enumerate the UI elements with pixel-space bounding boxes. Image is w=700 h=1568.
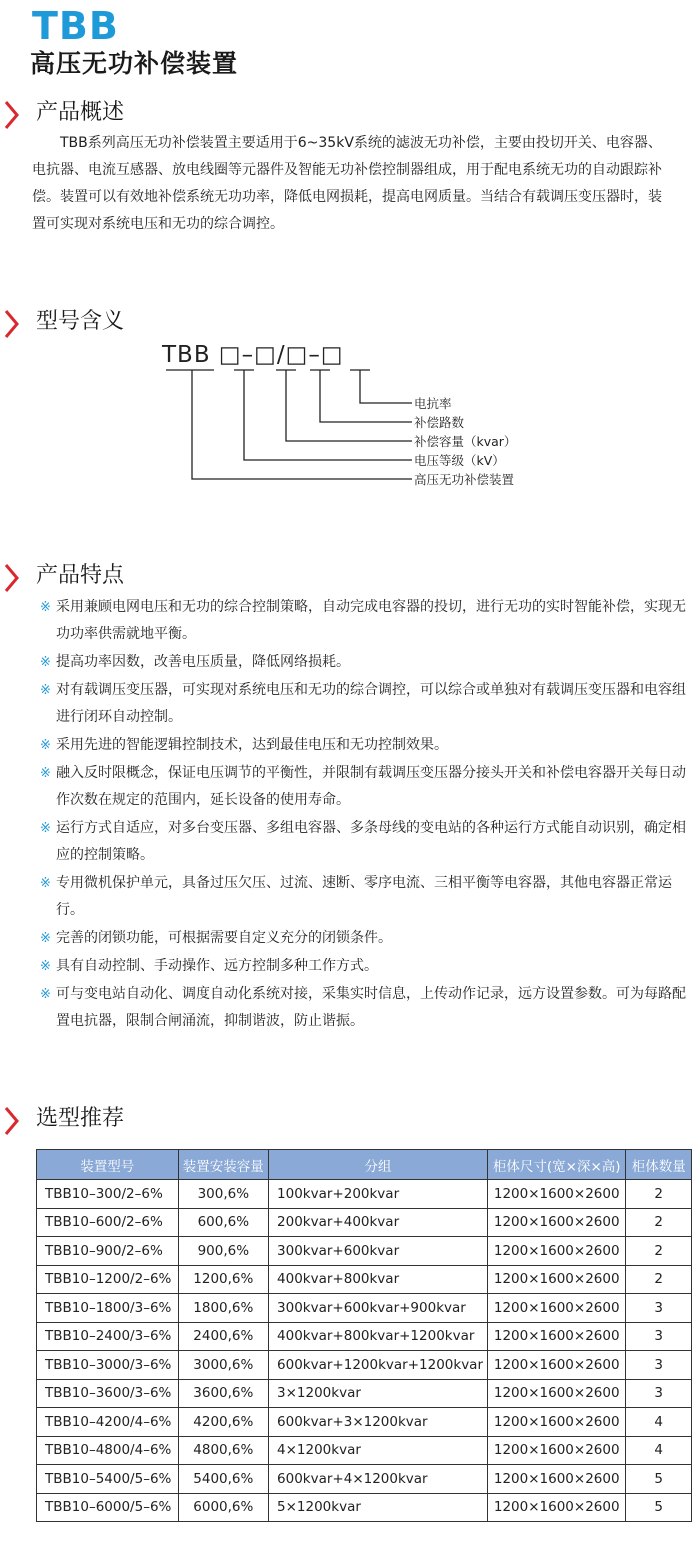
table-row xyxy=(37,1436,692,1465)
column-header: 分组 xyxy=(269,1150,488,1180)
model-cell: TBB10–4200/4–6% xyxy=(37,1408,179,1437)
capacity-cell: 2400,6% xyxy=(178,1322,268,1351)
list-item: ※ 可与变电站自动化、调度自动化系统对接，采集实时信息，上传动作记录，远方设置参数。可为每路配置电抗器，限制合闸涌流，抑制谐波，防止谐振。 xyxy=(40,981,695,1035)
reference-mark-icon: ※ xyxy=(40,738,51,753)
grouping-cell: 4×1200kvar xyxy=(269,1436,488,1465)
table-row xyxy=(37,1493,692,1522)
size-cell: 1200×1600×2600 xyxy=(488,1493,626,1522)
model-cell: TBB10–600/2–6% xyxy=(37,1208,179,1237)
reference-mark-icon: ※ xyxy=(40,931,51,946)
model-label-voltage: 电压等级（kV） xyxy=(414,453,505,468)
model-cell: TBB10–900/2–6% xyxy=(37,1237,179,1266)
capacity-cell: 300,6% xyxy=(178,1180,268,1209)
model-cell: TBB10–3600/3–6% xyxy=(37,1379,179,1408)
capacity-cell: 6000,6% xyxy=(178,1493,268,1522)
count-cell: 2 xyxy=(626,1180,692,1209)
list-item: ※ 具有自动控制、手动操作、远方控制多种工作方式。 xyxy=(40,953,695,980)
section-heading: 型号含义 xyxy=(36,309,125,334)
capacity-cell: 1200,6% xyxy=(178,1265,268,1294)
model-diagram-lines xyxy=(0,368,700,493)
table-row xyxy=(37,1408,692,1437)
model-cell: TBB10–6000/5–6% xyxy=(37,1493,179,1522)
count-cell: 3 xyxy=(626,1351,692,1380)
chevron-right-icon xyxy=(3,563,21,593)
count-cell: 4 xyxy=(626,1408,692,1437)
capacity-cell: 600,6% xyxy=(178,1208,268,1237)
model-cell: TBB10–1200/2–6% xyxy=(37,1265,179,1294)
count-cell: 4 xyxy=(626,1436,692,1465)
size-cell: 1200×1600×2600 xyxy=(488,1237,626,1266)
table-header-row xyxy=(37,1150,692,1180)
grouping-cell: 400kvar+800kvar xyxy=(269,1265,488,1294)
column-header: 装置安装容量 xyxy=(178,1150,268,1180)
section-heading: 产品概述 xyxy=(36,100,125,125)
overview-paragraph xyxy=(32,130,672,238)
feature-list xyxy=(40,594,695,1036)
grouping-cell: 100kvar+200kvar xyxy=(269,1180,488,1209)
model-label-routes: 补偿路数 xyxy=(414,415,465,430)
list-item: ※ 完善的闭锁功能，可根据需要自定义充分的闭锁条件。 xyxy=(40,925,695,952)
size-cell: 1200×1600×2600 xyxy=(488,1379,626,1408)
grouping-cell: 600kvar+4×1200kvar xyxy=(269,1465,488,1494)
grouping-cell: 300kvar+600kvar xyxy=(269,1237,488,1266)
model-cell: TBB10–5400/5–6% xyxy=(37,1465,179,1494)
grouping-cell: 200kvar+400kvar xyxy=(269,1208,488,1237)
size-cell: 1200×1600×2600 xyxy=(488,1208,626,1237)
capacity-cell: 3600,6% xyxy=(178,1379,268,1408)
chevron-right-icon xyxy=(3,100,21,130)
list-item: ※ 采用兼顾电网电压和无功的综合控制策略，自动完成电容器的投切，进行无功的实时智能补偿，实现无功功率供需就地平衡。 xyxy=(40,594,695,648)
model-label-capacity: 补偿容量（kvar） xyxy=(414,434,517,449)
count-cell: 3 xyxy=(626,1294,692,1323)
table-row xyxy=(37,1180,692,1209)
size-cell: 1200×1600×2600 xyxy=(488,1265,626,1294)
table-row xyxy=(37,1237,692,1266)
size-cell: 1200×1600×2600 xyxy=(488,1351,626,1380)
size-cell: 1200×1600×2600 xyxy=(488,1180,626,1209)
grouping-cell: 3×1200kvar xyxy=(269,1379,488,1408)
capacity-cell: 900,6% xyxy=(178,1237,268,1266)
count-cell: 2 xyxy=(626,1265,692,1294)
list-item: ※ 采用先进的智能逻辑控制技术，达到最佳电压和无功控制效果。 xyxy=(40,732,695,759)
selection-table xyxy=(36,1149,692,1522)
capacity-cell: 4200,6% xyxy=(178,1408,268,1437)
model-cell: TBB10–2400/3–6% xyxy=(37,1322,179,1351)
section-heading: 产品特点 xyxy=(36,563,125,588)
model-cell: TBB10–1800/3–6% xyxy=(37,1294,179,1323)
table-row xyxy=(37,1465,692,1494)
chevron-right-icon xyxy=(3,309,21,339)
model-label-device: 高压无功补偿装置 xyxy=(414,472,515,487)
reference-mark-icon: ※ xyxy=(40,876,51,891)
reference-mark-icon: ※ xyxy=(40,987,51,1002)
reference-mark-icon: ※ xyxy=(40,683,51,698)
brand-logo: TBB xyxy=(32,4,119,48)
size-cell: 1200×1600×2600 xyxy=(488,1465,626,1494)
reference-mark-icon: ※ xyxy=(40,766,51,781)
reference-mark-icon: ※ xyxy=(40,821,51,836)
grouping-cell: 600kvar+1200kvar+1200kvar xyxy=(269,1351,488,1380)
table-row xyxy=(37,1265,692,1294)
table-row xyxy=(37,1351,692,1380)
size-cell: 1200×1600×2600 xyxy=(488,1322,626,1351)
column-header: 柜体尺寸(宽×深×高) xyxy=(488,1150,626,1180)
chevron-right-icon xyxy=(3,1106,21,1136)
table-body xyxy=(37,1180,692,1522)
reference-mark-icon: ※ xyxy=(40,959,51,974)
count-cell: 3 xyxy=(626,1379,692,1408)
table-row xyxy=(37,1379,692,1408)
size-cell: 1200×1600×2600 xyxy=(488,1294,626,1323)
grouping-cell: 600kvar+3×1200kvar xyxy=(269,1408,488,1437)
model-label-reactance: 电抗率 xyxy=(414,396,452,411)
list-item: ※ 对有载调压变压器，可实现对系统电压和无功的综合调控，可以综合或单独对有载调压变压器和电容组进行闭环自动控制。 xyxy=(40,677,695,731)
capacity-cell: 3000,6% xyxy=(178,1351,268,1380)
reference-mark-icon: ※ xyxy=(40,655,51,670)
table-row xyxy=(37,1208,692,1237)
list-item: ※ 融入反时限概念，保证电压调节的平衡性，并限制有载调压变压器分接头开关和补偿电容器开关每日动作次数在规定的范围内，延长设备的使用寿命。 xyxy=(40,760,695,814)
count-cell: 2 xyxy=(626,1208,692,1237)
grouping-cell: 300kvar+600kvar+900kvar xyxy=(269,1294,488,1323)
list-item: ※ 提高功率因数，改善电压质量，降低网络损耗。 xyxy=(40,649,695,676)
list-item: ※ 运行方式自适应，对多台变压器、多组电容器、多条母线的变电站的各种运行方式能自动识别，确定相应的控制策略。 xyxy=(40,815,695,869)
capacity-cell: 4800,6% xyxy=(178,1436,268,1465)
model-cell: TBB10–3000/3–6% xyxy=(37,1351,179,1380)
size-cell: 1200×1600×2600 xyxy=(488,1436,626,1465)
overview-text: TBB系列高压无功补偿装置主要适用于6~35kV系统的滤波无功补偿，主要由投切开关、电容器、电抗器、电流互感器、放电线圈等元器件及智能无功补偿控制器组成，用于配电系统无功的自动跟踪补偿。装置可以有效地补偿系统无功功率，降低电网损耗，提高电网质量。当结合有载调压变压器时，装置可实现对系统电压和无功的综合调控。 xyxy=(32,135,662,232)
count-cell: 5 xyxy=(626,1493,692,1522)
capacity-cell: 1800,6% xyxy=(178,1294,268,1323)
capacity-cell: 5400,6% xyxy=(178,1465,268,1494)
list-item: ※ 专用微机保护单元，具备过压欠压、过流、速断、零序电流、三相平衡等电容器，其他电容器正常运行。 xyxy=(40,870,695,924)
reference-mark-icon: ※ xyxy=(40,600,51,615)
size-cell: 1200×1600×2600 xyxy=(488,1408,626,1437)
column-header: 柜体数量 xyxy=(626,1150,692,1180)
section-heading: 选型推荐 xyxy=(36,1106,125,1131)
count-cell: 5 xyxy=(626,1465,692,1494)
column-header: 装置型号 xyxy=(37,1150,179,1180)
grouping-cell: 400kvar+800kvar+1200kvar xyxy=(269,1322,488,1351)
model-cell: TBB10–300/2–6% xyxy=(37,1180,179,1209)
page-title: 高压无功补偿装置 xyxy=(30,49,239,78)
model-cell: TBB10–4800/4–6% xyxy=(37,1436,179,1465)
table-row xyxy=(37,1294,692,1323)
grouping-cell: 5×1200kvar xyxy=(269,1493,488,1522)
count-cell: 3 xyxy=(626,1322,692,1351)
count-cell: 2 xyxy=(626,1237,692,1266)
model-code: TBB □–□/□–□ xyxy=(162,342,344,368)
table-row xyxy=(37,1322,692,1351)
